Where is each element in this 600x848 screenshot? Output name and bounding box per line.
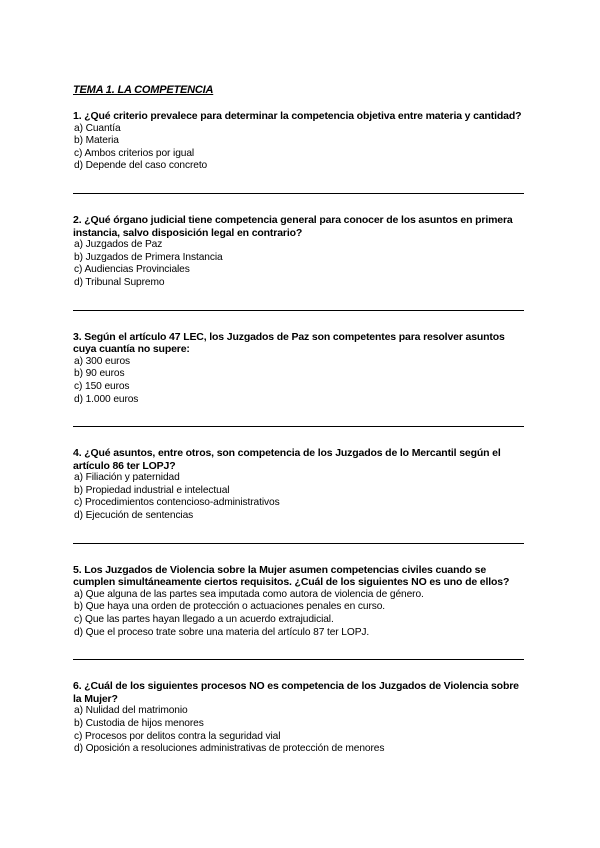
option-d: d) Oposición a resoluciones administrativas de protección de menores	[74, 743, 385, 755]
options-list	[73, 123, 525, 173]
options-list	[73, 472, 525, 522]
question-6	[73, 680, 525, 756]
option-a: a) Que alguna de las partes sea imputada como autora de violencia de género.	[74, 588, 424, 600]
question-3	[73, 331, 525, 407]
option-a: a) 300 euros	[74, 355, 131, 367]
option-b: b) Juzgados de Primera Instancia	[74, 251, 223, 263]
option-c: c) Procedimientos contencioso-administrativos	[74, 497, 280, 509]
options-list	[73, 589, 525, 639]
question-text: 4. ¿Qué asuntos, entre otros, son competencia de los Juzgados de lo Mercantil según el artículo 86 ter LOPJ?	[73, 447, 501, 472]
document-page	[73, 84, 525, 756]
options-list	[73, 705, 525, 755]
question-2	[73, 214, 525, 290]
option-d: d) Tribunal Supremo	[74, 276, 165, 288]
question-text: 3. Según el artículo 47 LEC, los Juzgados de Paz son competentes para resolver asuntos cuya cuantía no supere:	[73, 330, 505, 356]
option-d: d) Que el proceso trate sobre una materia del artículo 87 ter LOPJ.	[74, 626, 370, 638]
option-c: c) Audiencias Provinciales	[74, 264, 190, 276]
options-list	[73, 356, 525, 406]
options-list	[73, 239, 525, 289]
option-a: a) Filiación y paternidad	[74, 472, 180, 484]
question-text: 6. ¿Cuál de los siguientes procesos NO es competencia de los Juzgados de Violencia sobre la Mujer?	[73, 680, 519, 705]
question-text: 2. ¿Qué órgano judicial tiene competencia general para conocer de los asuntos en primera instancia, salvo disposición legal en contrario?	[73, 213, 513, 239]
option-c: c) Que las partes hayan llegado a un acuerdo extrajudicial.	[74, 614, 334, 626]
option-b: b) Que haya una orden de protección o actuaciones penales en curso.	[74, 601, 386, 613]
document-title: TEMA 1. LA COMPETENCIA	[73, 84, 214, 96]
option-b: b) Propiedad industrial e intelectual	[74, 484, 230, 496]
option-a: a) Juzgados de Paz	[74, 239, 163, 251]
option-a: a) Cuantía	[74, 122, 121, 134]
question-text: 1. ¿Qué criterio prevalece para determinar la competencia objetiva entre materia y cantidad?	[73, 110, 522, 122]
option-b: b) Materia	[74, 135, 119, 147]
option-c: c) Ambos criterios por igual	[74, 147, 195, 159]
separator-line	[73, 193, 524, 194]
question-1	[73, 110, 525, 173]
option-c: c) Procesos por delitos contra la seguridad vial	[74, 730, 281, 742]
option-c: c) 150 euros	[74, 380, 130, 392]
separator-line	[73, 659, 524, 660]
option-d: d) Ejecución de sentencias	[74, 510, 194, 522]
question-4	[73, 447, 525, 523]
option-d: d) 1.000 euros	[74, 393, 139, 405]
option-a: a) Nulidad del matrimonio	[74, 705, 188, 717]
option-d: d) Depende del caso concreto	[74, 160, 208, 172]
separator-line	[73, 543, 524, 544]
option-b: b) Custodia de hijos menores	[74, 718, 204, 729]
question-text: 5. Los Juzgados de Violencia sobre la Mujer asumen competencias civiles cuando se cumplen simultáneamente ciertos requisitos. ¿Cuál de los siguientes NO es uno de ellos?	[73, 563, 510, 589]
separator-line	[73, 310, 524, 311]
option-b: b) 90 euros	[74, 368, 125, 380]
question-5	[73, 564, 525, 640]
separator-line	[73, 426, 524, 427]
